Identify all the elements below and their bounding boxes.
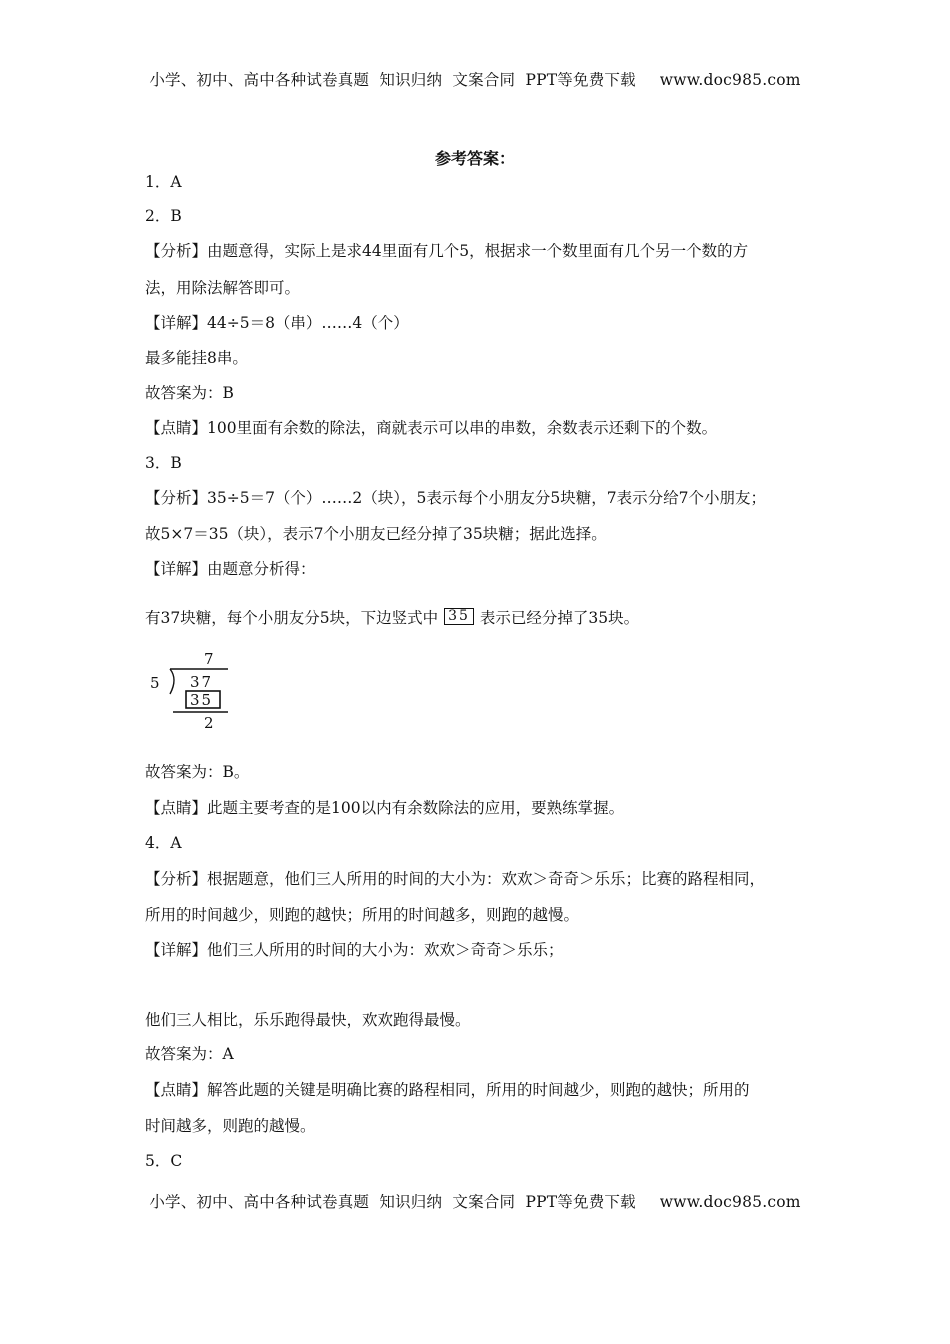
answer-conclusion: 故答案为：B bbox=[145, 384, 234, 402]
analysis-line: 【分析】35÷5＝7（个）……2（块），5表示每个小朋友分5块糖，7表示分给7个小朋友； bbox=[145, 489, 766, 507]
product: 35 bbox=[190, 691, 214, 709]
answer-conclusion: 故答案为：A bbox=[145, 1045, 234, 1063]
detail-line: 他们三人相比，乐乐跑得最快，欢欢跑得最慢。 bbox=[145, 1011, 471, 1029]
analysis-line: 【分析】由题意得，实际上是求44里面有几个5，根据求一个数里面有几个另一个数的方 bbox=[145, 242, 749, 260]
answer-line: 1．A bbox=[145, 173, 182, 191]
answer-line: 5．C bbox=[145, 1152, 183, 1170]
answer-conclusion: 故答案为：B。 bbox=[145, 763, 250, 781]
header-text: 小学、初中、高中各种试卷真题 知识归纳 文案合同 PPT等免费下载 bbox=[149, 71, 636, 89]
quotient: 7 bbox=[204, 650, 216, 668]
footer-text: 小学、初中、高中各种试卷真题 知识归纳 文案合同 PPT等免费下载 bbox=[149, 1193, 636, 1211]
detail-line: 【详解】44÷5＝8（串）……4（个） bbox=[145, 314, 409, 332]
detail-line: 【详解】他们三人所用的时间的大小为：欢欢＞奇奇＞乐乐； bbox=[145, 941, 564, 959]
dividend: 37 bbox=[190, 673, 214, 691]
analysis-line: 故5×7＝35（块），表示7个小朋友已经分掉了35块糖；据此选择。 bbox=[145, 525, 607, 543]
detail-line: 【详解】由题意分析得： bbox=[145, 560, 316, 578]
comment-line: 【点睛】此题主要考查的是100以内有余数除法的应用，要熟练掌握。 bbox=[145, 799, 625, 817]
sugar-text-before: 有37块糖，每个小朋友分5块，下边竖式中 bbox=[145, 609, 439, 627]
sugar-line bbox=[145, 608, 639, 628]
answer-line: 2．B bbox=[145, 207, 182, 225]
detail-line: 最多能挂8串。 bbox=[145, 349, 248, 367]
footer-url[interactable]: www.doc985.com bbox=[659, 1193, 801, 1211]
page-footer bbox=[0, 1190, 950, 1212]
comment-line: 时间越多，则跑的越慢。 bbox=[145, 1117, 316, 1135]
page-title: 参考答案： bbox=[434, 149, 515, 168]
analysis-line: 所用的时间越少，则跑的越快；所用的时间越多，则跑的越慢。 bbox=[145, 906, 580, 924]
boxed-number: 35 bbox=[444, 608, 474, 625]
analysis-line: 【分析】根据题意，他们三人所用的时间的大小为：欢欢＞奇奇＞乐乐；比赛的路程相同， bbox=[145, 870, 766, 888]
remainder: 2 bbox=[204, 714, 216, 732]
division-bracket bbox=[170, 669, 174, 694]
page-header bbox=[0, 68, 950, 90]
header-url[interactable]: www.doc985.com bbox=[659, 71, 801, 89]
answer-line: 3．B bbox=[145, 454, 182, 472]
sugar-text-after: 表示已经分掉了35块。 bbox=[479, 609, 640, 627]
divisor: 5 bbox=[150, 674, 162, 692]
answer-line: 4．A bbox=[145, 834, 182, 852]
comment-line: 【点睛】100里面有余数的除法，商就表示可以串的串数，余数表示还剩下的个数。 bbox=[145, 419, 718, 437]
long-division bbox=[140, 646, 240, 736]
analysis-line: 法，用除法解答即可。 bbox=[145, 279, 301, 297]
comment-line: 【点睛】解答此题的关键是明确比赛的路程相同，所用的时间越少，则跑的越快；所用的 bbox=[145, 1081, 750, 1099]
